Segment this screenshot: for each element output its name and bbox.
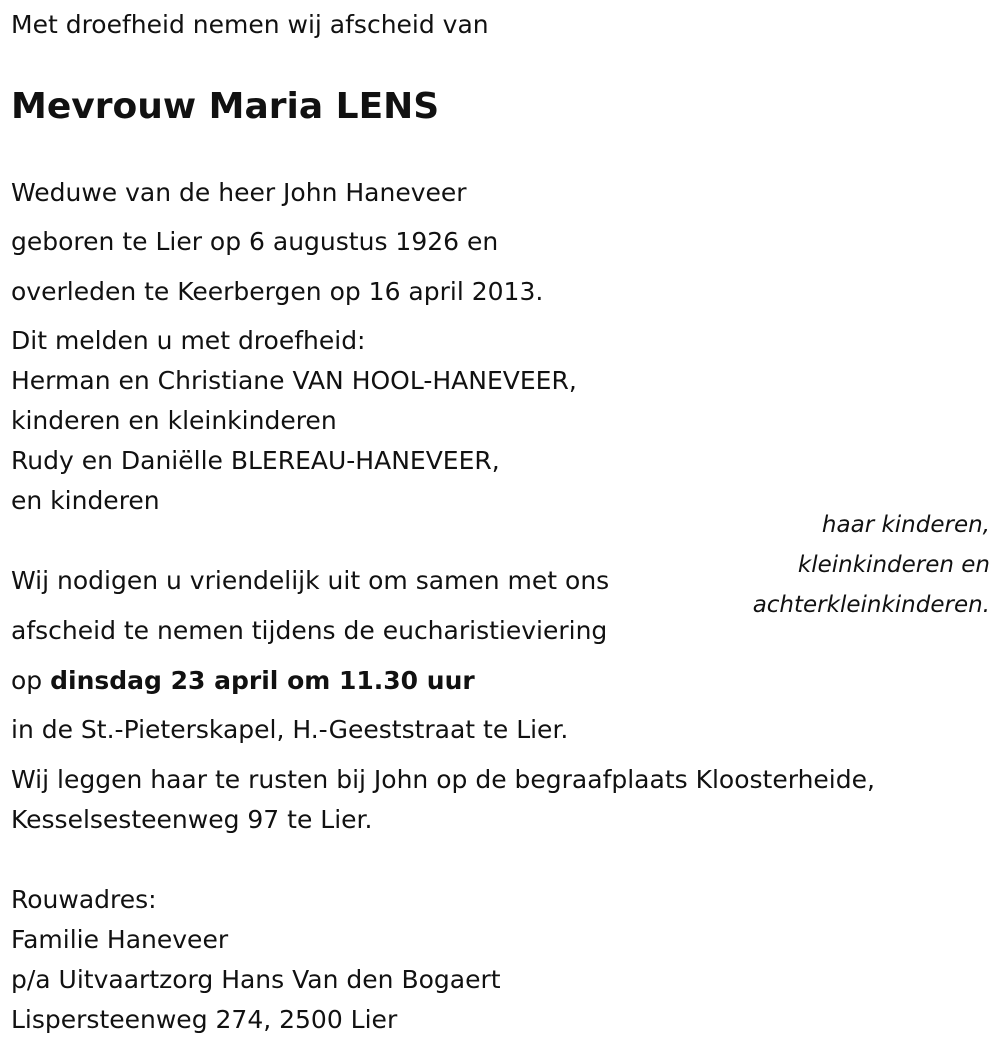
intro-text: Met droefheid nemen wij afscheid van	[11, 10, 489, 39]
deceased-name: Mevrouw Maria LENS	[11, 86, 440, 127]
invitation-date-prefix: op	[11, 666, 51, 695]
burial-line-2: Kesselsesteenweg 97 te Lier.	[11, 805, 373, 834]
address-line-3: Lispersteenweg 274, 2500 Lier	[11, 1005, 398, 1034]
bio-line-2: geboren te Lier op 6 augustus 1926 en	[11, 227, 499, 256]
announcer-line-2: Herman en Christiane VAN HOOL-HANEVEER,	[11, 366, 577, 395]
side-note-line-2: kleinkinderen en	[797, 552, 990, 578]
invitation-line-2: afscheid te nemen tijdens de eucharistieviering	[11, 616, 608, 645]
side-note-line-3: achterkleinkinderen.	[752, 592, 990, 618]
address-line-1: Familie Haneveer	[11, 925, 229, 954]
invitation-line-1: Wij nodigen u vriendelijk uit om samen met ons	[11, 566, 610, 595]
announcer-line-4: Rudy en Daniëlle BLEREAU-HANEVEER,	[11, 446, 500, 475]
address-heading: Rouwadres:	[11, 885, 157, 914]
announcer-line-1: Dit melden u met droefheid:	[11, 326, 366, 355]
invitation-date-bold: dinsdag 23 april om 11.30 uur	[50, 666, 475, 695]
address-line-2: p/a Uitvaartzorg Hans Van den Bogaert	[11, 965, 501, 994]
bio-line-1: Weduwe van de heer John Haneveer	[11, 178, 467, 207]
burial-line-1: Wij leggen haar te rusten bij John op de begraafplaats Kloosterheide,	[11, 765, 875, 794]
bio-line-3: overleden te Keerbergen op 16 april 2013.	[11, 277, 544, 306]
announcer-line-5: en kinderen	[11, 486, 160, 515]
side-note-line-1: haar kinderen,	[821, 512, 990, 538]
invitation-date	[11, 665, 475, 697]
invitation-location: in de St.-Pieterskapel, H.-Geeststraat te Lier.	[11, 715, 569, 744]
announcer-line-3: kinderen en kleinkinderen	[11, 406, 337, 435]
